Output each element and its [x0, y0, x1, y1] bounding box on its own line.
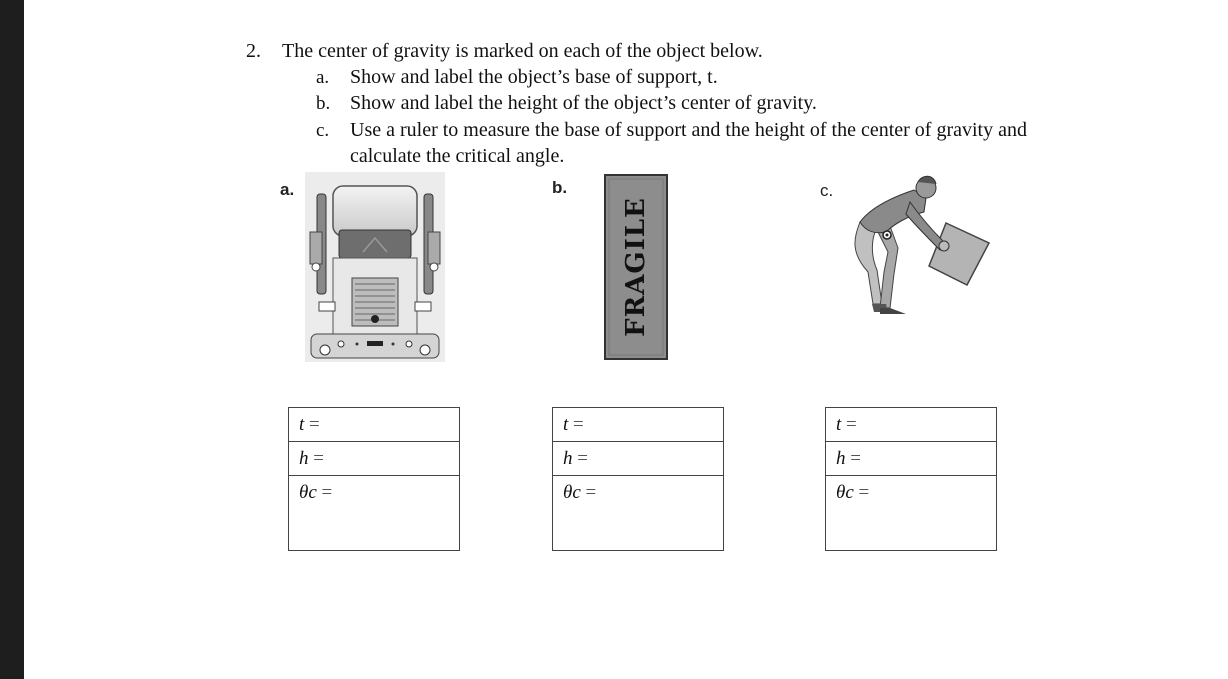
theta-cell[interactable]: [826, 476, 997, 551]
t-cell[interactable]: [289, 408, 460, 442]
equals-sign: =: [321, 482, 333, 503]
equals-sign: =: [846, 414, 857, 435]
figure-c-label: c.: [820, 181, 834, 200]
theta-c-label: θc: [299, 482, 317, 503]
part-a-text: Show and label the object’s base of support, t.: [350, 66, 718, 88]
answer-table-b: [552, 407, 724, 551]
answer-table-c: [825, 407, 997, 551]
t-label: t: [299, 414, 305, 435]
figure-a-label: a.: [280, 180, 295, 199]
part-b-letter: b.: [316, 93, 331, 114]
h-label: h: [299, 448, 309, 469]
figure-b-label: b.: [552, 178, 568, 197]
theta-cell[interactable]: [289, 476, 460, 551]
t-label: t: [563, 414, 569, 435]
h-cell[interactable]: [826, 442, 997, 476]
equals-sign: =: [573, 414, 584, 435]
equals-sign: =: [585, 482, 597, 503]
person-lifting-box-illustration: [846, 176, 992, 322]
t-cell[interactable]: [553, 408, 724, 442]
part-b-text: Show and label the height of the object’s center of gravity.: [350, 92, 817, 114]
part-c-text: Use a ruler to measure the base of support and the height of the center of gravity and: [350, 119, 1027, 141]
fragile-box-text: FRAGILE: [621, 197, 651, 337]
equals-sign: =: [313, 448, 324, 469]
h-label: h: [563, 448, 573, 469]
t-label: t: [836, 414, 842, 435]
truck-illustration: [305, 172, 445, 364]
question-number: 2.: [246, 40, 261, 62]
h-cell[interactable]: [553, 442, 724, 476]
answer-table-a: [288, 407, 460, 551]
h-label: h: [836, 448, 846, 469]
t-cell[interactable]: [826, 408, 997, 442]
equals-sign: =: [850, 448, 861, 469]
theta-c-label: θc: [836, 482, 854, 503]
equals-sign: =: [309, 414, 320, 435]
theta-c-label: θc: [563, 482, 581, 503]
part-a-letter: a.: [316, 67, 330, 88]
h-cell[interactable]: [289, 442, 460, 476]
equals-sign: =: [858, 482, 870, 503]
part-c-letter: c.: [316, 120, 330, 141]
theta-cell[interactable]: [553, 476, 724, 551]
part-c-text-continued: calculate the critical angle.: [350, 145, 565, 167]
equals-sign: =: [577, 448, 588, 469]
question-text: The center of gravity is marked on each of the object below.: [282, 40, 763, 62]
left-dark-margin: [0, 0, 24, 679]
